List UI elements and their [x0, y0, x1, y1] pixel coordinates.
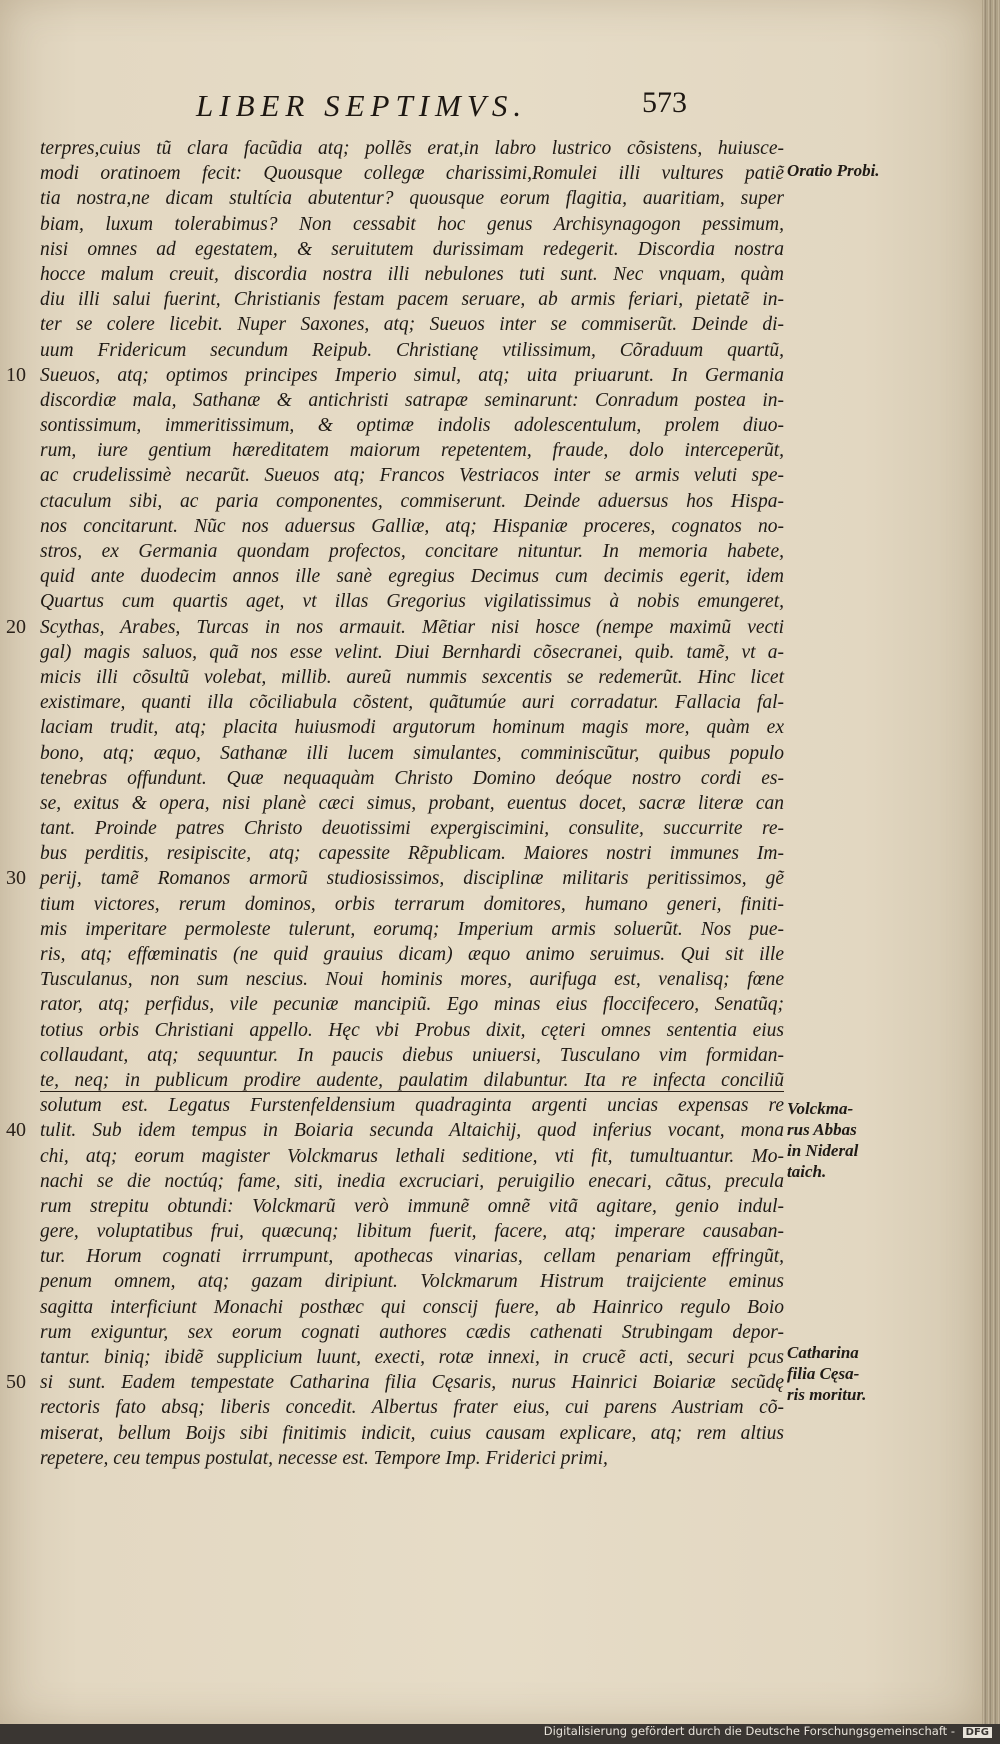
line-number: 40 [6, 1119, 26, 1142]
text-line: tur. Horum cognati irrrumpunt, apothecas vinarias, cellam penariam effringũt, [40, 1246, 784, 1268]
text-line [6, 615, 784, 640]
text-line: uum Fridericum secundum Reipub. Christianę vtilissimum, Cõraduum quartũ, [40, 339, 784, 361]
margin-note-line: Volckma- [787, 1099, 854, 1118]
margin-note-line: rus Abbas [787, 1120, 857, 1139]
text-line: ris, atq; effœminatis (ne quid grauius dicam) æquo animo seruimus. Qui sit ille [40, 944, 784, 965]
text-line: tenebras offundunt. Quæ nequaquàm Christo Domino deóque nostro cordi es- [40, 767, 784, 789]
text-line: ctaculum sibi, ac paria componentes, commiserunt. Deinde aduersus hos Hispa- [40, 490, 784, 512]
text-line: hocce malum creuit, discordia nostra illi nebulones tuti sunt. Nec vnquam, quàm [40, 263, 784, 285]
margin-note-volckmarus [787, 1098, 858, 1182]
text-line: rum strepitu obtundi: Volckmarũ verò immunẽ omnẽ vitã agitare, genio indul- [40, 1195, 784, 1217]
text-line: discordiæ mala, Sathanæ & antichristi satrapæ seminarunt: Conradum postea in- [40, 389, 784, 411]
text-line-content: Scythas, Arabes, Turcas in nos armauit. Mẽtiar nisi hosce (nempe maximũ vecti [40, 616, 784, 638]
text-line-content: perij, tamẽ Romanos armorũ studiosissimos, disciplinæ militaris peritissimos, gẽ [40, 868, 784, 890]
text-line [6, 363, 784, 388]
text-line: laciam trudit, atq; placita huiusmodi argutorum hominum magis more, quàm ex [40, 717, 784, 739]
text-line-content: Sueuos, atq; optimos principes Imperio simul, atq; uita priuarunt. In Germania [40, 364, 784, 386]
text-line: gal) magis saluos, quã nos esse velint. Diui Bernhardi cõsecranei, quib. tamẽ, vt a- [40, 641, 784, 663]
main-text-block [6, 136, 784, 1471]
text-line [6, 1370, 784, 1395]
margin-note-line: taich. [787, 1162, 827, 1181]
text-line: Quartus cum quartis aget, vt illas Gregorius vigilatissimus à nobis emungeret, [40, 591, 784, 613]
text-line: mis imperitare permoleste tulerunt, eorumq; Imperium armis soluerũt. Nos pue- [40, 918, 784, 940]
text-line: sontissimum, immeritissimum, & optimæ indolis adolescentulum, prolem diuo- [40, 415, 784, 437]
text-line: nos concitarunt. Nũc nos aduersus Galliæ, atq; Hispaniæ proceres, cognatos no- [40, 515, 784, 537]
line-number: 10 [6, 363, 26, 386]
line-number: 20 [6, 615, 26, 638]
text-line: rum, iure gentium hæreditatem maiorum repetentem, fraude, dolo interceperũt, [40, 440, 784, 462]
page-number: 573 [642, 86, 687, 119]
text-line: nisi omnes ad egestatem, & seruitutem durissimam redegerit. Discordia nostra [40, 238, 784, 260]
text-line: tantur. biniq; ibidẽ supplicium luunt, execti, rotæ innexi, in crucẽ acti, securi pcus [40, 1347, 784, 1368]
text-line: existimare, quanti illa cõciliabula cõstent, quãtumúe auri corradatur. Fallacia fal- [40, 692, 784, 714]
text-line: tia nostra,ne dicam stultícia abutentur? quousque eorum flagitia, auaritiam, super [40, 188, 784, 210]
text-line: ac crudelissimè necarũt. Sueuos atq; Francos Vestriacos inter se armis veluti spe- [40, 465, 784, 487]
text-line [6, 1118, 784, 1143]
running-head: LIBER SEPTIMVS. [196, 88, 528, 123]
margin-note-oratio: Oratio Probi. [787, 161, 880, 180]
text-line: ter se colere licebit. Nuper Saxones, atq; Sueuos inter se commiserũt. Deinde di- [40, 314, 784, 336]
text-line: tium victores, rerum dominos, orbis terrarum domitores, humano generi, finiti- [40, 893, 784, 915]
page-edge [982, 0, 1000, 1724]
text-line: totius orbis Christiani appello. Hęc vbi Probus dixit, cęteri omnes sententia eius [40, 1019, 784, 1041]
text-line: modi oratinoem fecit: Quousque collegæ charissimi,Romulei illi vultures patiẽ [40, 163, 784, 185]
margin-note-catharina [787, 1342, 866, 1405]
line-number: 30 [6, 867, 26, 890]
text-line: rum exiguntur, sex eorum cognati authores cædis cathenati Strubingam depor- [40, 1321, 784, 1343]
text-line: terpres,cuius tũ clara facũdia atq; pollẽs erat,in labro lustrico cõsistens, huiusce- [40, 138, 784, 159]
text-line: repetere, ceu tempus postulat, necesse est. Tempore Imp. Friderici primi, [40, 1447, 608, 1469]
text-line: micis illi cõsultũ volebat, millib. aureũ nummis sexcentis se redemerũt. Hinc licet [40, 666, 784, 688]
text-line: chi, atq; eorum magister Volckmarus lethali seditione, vti fit, tumultuantur. Mo- [40, 1145, 784, 1167]
text-line-underlined [40, 1068, 784, 1093]
footer-text: Digitalisierung gefördert durch die Deutsche Forschungsgemeinschaft - [543, 1724, 955, 1738]
footer-credit [544, 1724, 992, 1738]
text-line-content: tulit. Sub idem tempus in Boiaria secunda Altaichij, quod inferius vocant, mona [40, 1120, 784, 1142]
text-line: se, exitus & opera, nisi planè cæci simus, probant, euentus docet, sacræ literæ can [40, 792, 784, 814]
dfg-logo-icon: DFG [963, 1727, 992, 1738]
text-line: sagitta interficiunt Monachi posthæc qui conscij fuere, ab Hainrico regulo Boio [40, 1296, 784, 1318]
text-line: Tusculanus, non sum nescius. Noui hominis mores, aurifuga est, venalisq; fœne [40, 969, 784, 991]
text-line: rator, atq; perfidus, vile pecuniæ mancipiũ. Ego minas eius floccifecero, Senatũq; [40, 994, 784, 1016]
line-number: 50 [6, 1371, 26, 1394]
text-line: diu illi salui fuerint, Christianis festam pacem seruare, ab armis feriari, pietatẽ in- [40, 289, 784, 311]
margin-note-line: filia Cęsa- [787, 1364, 860, 1383]
text-line: bus perditis, resipiscite, atq; capessite Rẽpublicam. Maiores nostri immunes Im- [40, 843, 784, 865]
text-line: quid ante duodecim annos ille sanè egregius Decimus cum decimis egerit, idem [40, 566, 784, 588]
margin-note-line: in Nideral [787, 1141, 859, 1160]
text-line: nachi se die noctúq; fame, siti, inedia excruciari, peruigilio enecari, cãtus, precula [40, 1170, 784, 1192]
text-line: collaudant, atq; sequuntur. In paucis diebus uniuersi, Tusculano vim formidan- [40, 1044, 784, 1066]
text-line [6, 866, 784, 891]
margin-note-line: Catharina [787, 1343, 859, 1362]
text-line: solutum est. Legatus Furstenfeldensium quadraginta argenti uncias expensas re [40, 1095, 784, 1117]
text-line: penum omnem, atq; gazam diripiunt. Volckmarum Histrum traijciente eminus [40, 1271, 784, 1293]
margin-note-line: ris moritur. [787, 1385, 867, 1404]
text-line: miserat, bellum Boijs sibi finitimis indicit, cuius causam explicare, atq; rem altius [40, 1422, 784, 1444]
text-line-content: si sunt. Eadem tempestate Catharina filia Cęsaris, nurus Hainrici Boiariæ secũdę [40, 1372, 784, 1394]
text-line: rectoris fato absq; liberis concedit. Albertus frater eius, cui parens Austriam cõ- [40, 1397, 784, 1419]
text-line: gere, voluptatibus frui, quæcunq; libitum fuerit, facere, atq; imperare causaban- [40, 1221, 784, 1243]
text-line: tant. Proinde patres Christo deuotissimi expergiscimini, consulite, succurrite re- [40, 818, 784, 840]
text-line: biam, luxum tolerabimus? Non cessabit hoc genus Archisynagogon pessimum, [40, 213, 784, 235]
text-line: bono, atq; æquo, Sathanæ illi lucem simulantes, comminiscũtur, quibus populo [40, 742, 784, 764]
handwritten-underline-text: te, neq; in publicum prodire audente, paulatim dilabuntur. Ita re infecta conciliũ [40, 1069, 784, 1091]
text-line: stros, ex Germania quondam profectos, concitare nituntur. In memoria habete, [40, 541, 784, 562]
